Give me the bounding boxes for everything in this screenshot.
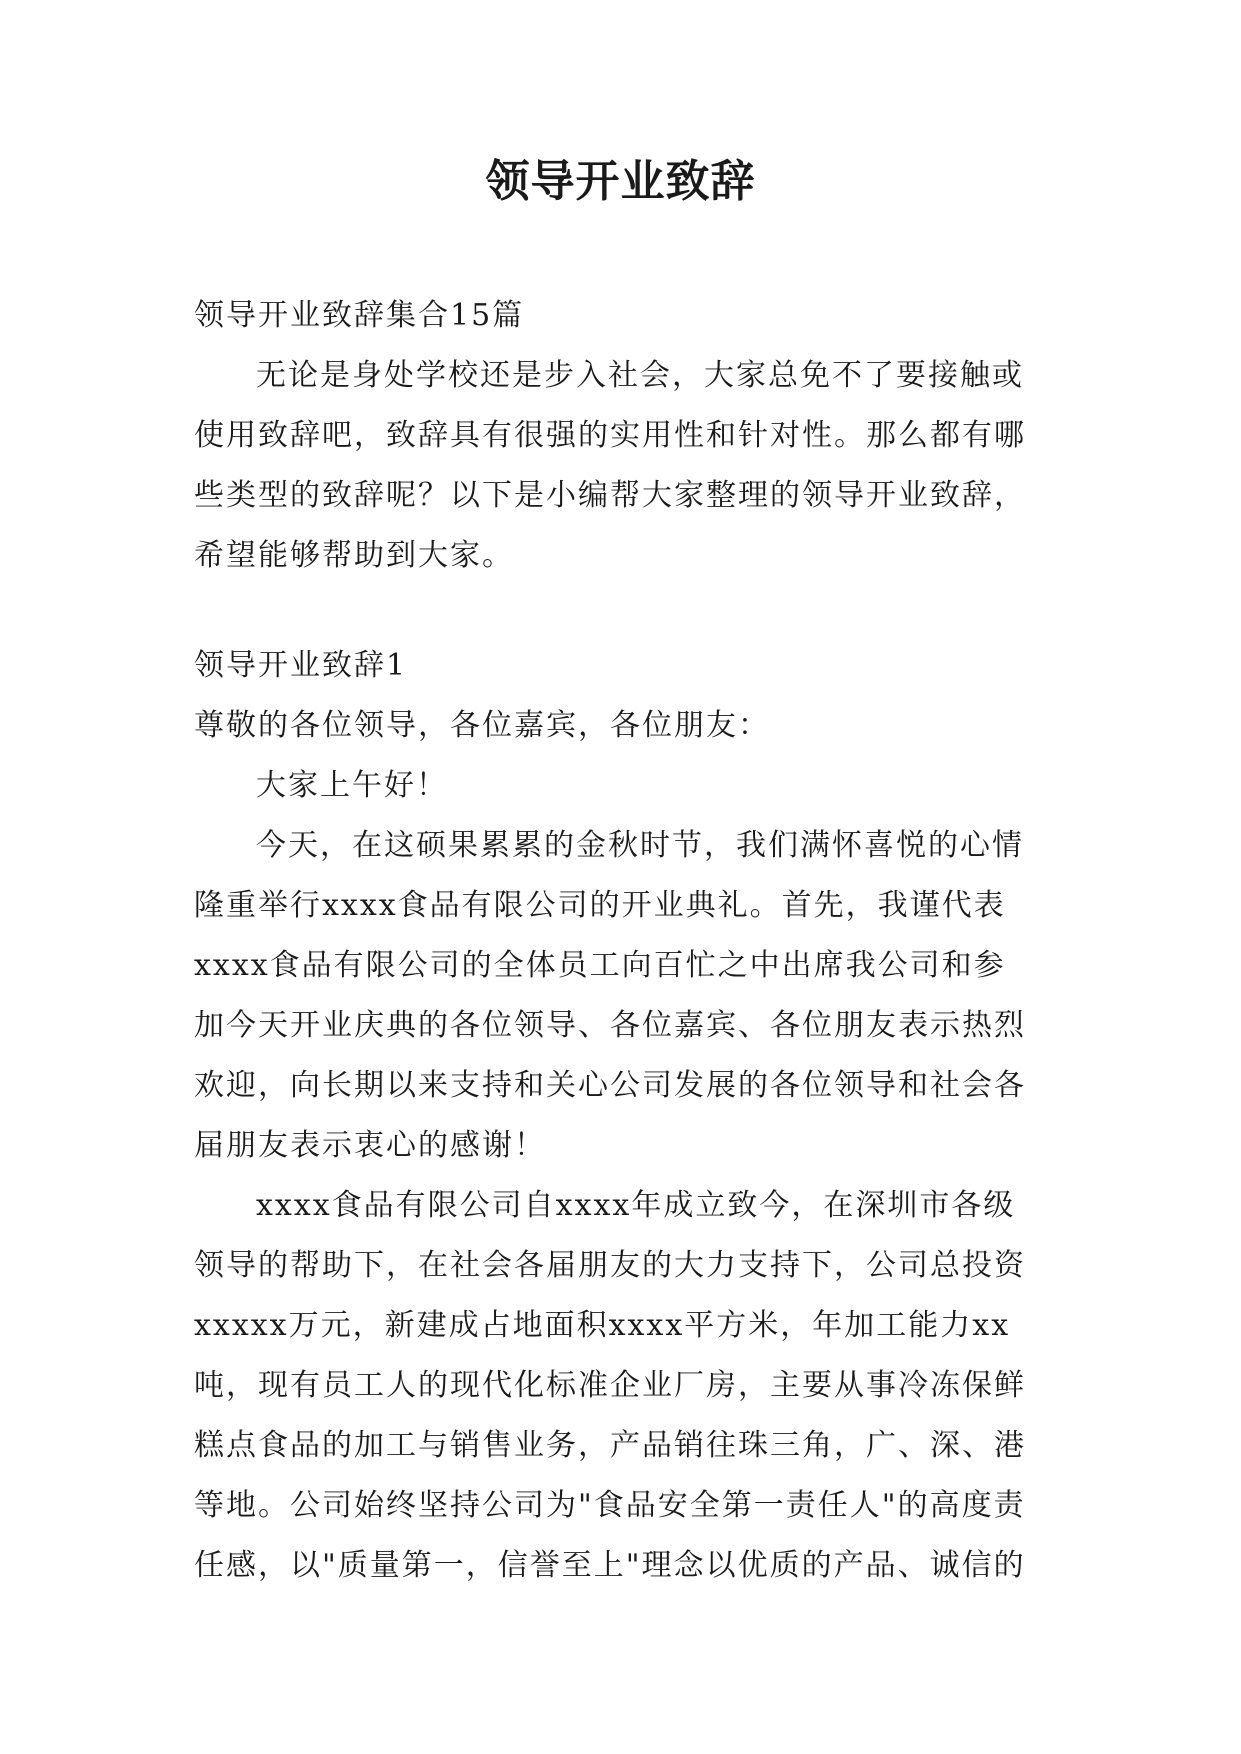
intro-line: 些类型的致辞呢？以下是小编帮大家整理的领导开业致辞， <box>194 478 1026 513</box>
intro-line: 希望能够帮助到大家。 <box>194 538 514 573</box>
paragraph-line: xxxx食品有限公司自xxxx年成立致今，在深圳市各级 <box>256 1188 1016 1223</box>
paragraph-line: xxxx食品有限公司的全体员工向百忙之中出席我公司和参 <box>194 948 1006 983</box>
greeting: 大家上午好！ <box>256 768 448 803</box>
paragraph-line: 领导的帮助下，在社会各届朋友的大力支持下，公司总投资 <box>194 1248 1026 1283</box>
paragraph-line: 加今天开业庆典的各位领导、各位嘉宾、各位朋友表示热烈 <box>194 1008 1026 1043</box>
intro-line: 使用致辞吧，致辞具有很强的实用性和针对性。那么都有哪 <box>194 418 1026 453</box>
section-heading: 领导开业致辞1 <box>194 648 408 683</box>
collection-subtitle: 领导开业致辞集合15篇 <box>194 298 525 333</box>
paragraph-line: 届朋友表示衷心的感谢！ <box>194 1128 546 1163</box>
paragraph-line: 隆重举行xxxx食品有限公司的开业典礼。首先，我谨代表 <box>194 888 1006 923</box>
paragraph-line: 糕点食品的加工与销售业务，产品销往珠三角，广、深、港 <box>194 1428 1026 1463</box>
paragraph-line: 吨，现有员工人的现代化标准企业厂房，主要从事冷冻保鲜 <box>194 1368 1026 1403</box>
intro-line: 无论是身处学校还是步入社会，大家总免不了要接触或 <box>256 358 1024 393</box>
paragraph-line: 等地。公司始终坚持公司为"食品安全第一责任人"的高度责 <box>194 1488 1026 1523</box>
paragraph-line: 欢迎，向长期以来支持和关心公司发展的各位领导和社会各 <box>194 1068 1026 1103</box>
speech-block <box>194 636 1054 1596</box>
document-title: 领导开业致辞 <box>485 156 756 207</box>
intro-block <box>194 286 1054 586</box>
paragraph-line: xxxxx万元，新建成占地面积xxxx平方米，年加工能力xx <box>194 1308 1011 1343</box>
paragraph-line: 任感，以"质量第一，信誉至上"理念以优质的产品、诚信的 <box>194 1548 1026 1583</box>
salutation: 尊敬的各位领导，各位嘉宾，各位朋友： <box>194 708 770 743</box>
paragraph-line: 今天，在这硕果累累的金秋时节，我们满怀喜悦的心情 <box>256 828 1024 863</box>
